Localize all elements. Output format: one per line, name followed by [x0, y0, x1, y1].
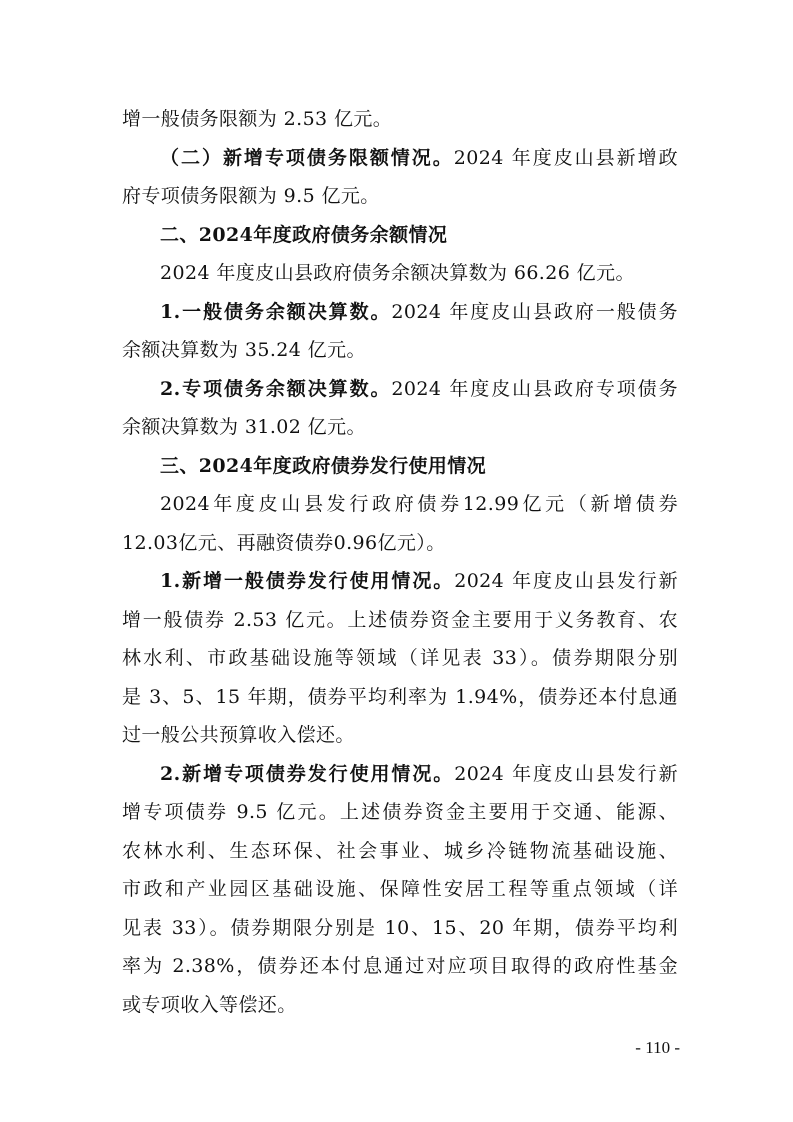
section-subheading: （二）新增专项债务限额情况。	[160, 146, 454, 169]
text-line: 是 3、5、15 年期，债券平均利率为 1.94%，债券还本付息通	[122, 685, 678, 708]
text-line	[122, 370, 678, 409]
text-line: 市政和产业园区基础设施、保障性安居工程等重点领域（详	[122, 878, 678, 900]
section-heading: 二、2024年度政府债务余额情况	[160, 223, 448, 246]
text-line	[122, 562, 678, 601]
page-number: - 110 -	[635, 1038, 680, 1057]
text-line: 2024 年度皮山县政府债务余额决算数为 66.26 亿元。	[160, 262, 635, 284]
text-line	[122, 293, 678, 332]
text-line: 率为 2.38%，债券还本付息通过对应项目取得的政府性基金	[122, 955, 678, 977]
text-run: 2024 年度皮山县发行新	[454, 762, 679, 785]
section-subheading: 1.新增一般债券发行使用情况。	[160, 570, 455, 592]
text-run: 2024 年度皮山县政府一般债务	[391, 300, 678, 323]
section-heading: 三、2024年度政府债券发行使用情况	[160, 454, 487, 477]
text-line: 余额决算数为 35.24 亿元。	[122, 339, 366, 361]
section-subheading: 2.新增专项债券发行使用情况。	[160, 762, 455, 785]
text-run: 2024 年度皮山县发行新	[454, 570, 679, 592]
text-line	[122, 139, 678, 178]
text-line	[122, 755, 678, 794]
text-line: 见表 33）。债券期限分别是 10、15、20 年期，债券平均利	[122, 916, 678, 939]
text-run: 2024 年度皮山县新增政	[453, 146, 678, 169]
text-line: 增一般债务限额为 2.53 亿元。	[122, 108, 393, 130]
section-subheading: 1.一般债务余额决算数。	[160, 300, 392, 323]
text-line: 增专项债券 9.5 亿元。上述债券资金主要用于交通、能源、	[122, 801, 678, 823]
document-body	[122, 100, 678, 1024]
text-line: 过一般公共预算收入偿还。	[122, 724, 355, 746]
text-line: 2024年度皮山县发行政府债券12.99亿元（新增债券	[160, 493, 678, 515]
text-line: 府专项债务限额为 9.5 亿元。	[122, 185, 380, 207]
text-run: 2024 年度皮山县政府专项债务	[391, 377, 678, 400]
text-line: 12.03亿元、再融资债券0.96亿元）。	[122, 531, 446, 554]
text-line: 增一般债券 2.53 亿元。上述债券资金主要用于义务教育、农	[122, 608, 678, 631]
text-line: 林水利、市政基础设施等领域（详见表 33）。债券期限分别	[122, 647, 678, 669]
text-line: 农林水利、生态环保、社会事业、城乡冷链物流基础设施、	[122, 839, 678, 862]
text-line: 余额决算数为 31.02 亿元。	[122, 416, 366, 438]
text-line: 或专项收入等偿还。	[122, 993, 297, 1016]
section-subheading: 2.专项债务余额决算数。	[160, 377, 392, 400]
